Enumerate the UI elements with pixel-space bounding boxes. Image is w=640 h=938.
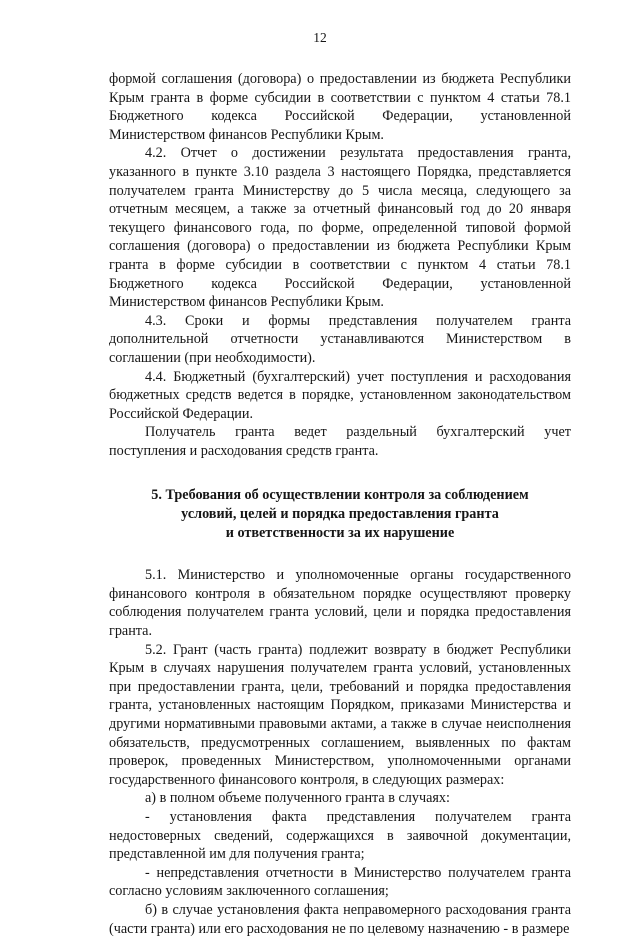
paragraph: б) в случае установления факта неправомерного расходования гранта (части гранта) или его расходования не по целевому назначению - в размере (109, 901, 571, 937)
section-heading-line: и ответственности за их нарушение (225, 524, 455, 541)
paragraph: Получатель гранта ведет раздельный бухгалтерский учет поступления и расходования средств гранта. (109, 424, 571, 459)
paragraph: 4.2. Отчет о достижении результата предоставления гранта, указанного в пункте 3.10 раздела 3 настоящего Порядка, представляется получателем гранта Министерству до 5 числа месяца, следующего за отчетным месяцем, а также за отчетный финансовый год до 20 января текущего финансового года, по форме, определенной типовой формой соглашения (договора) о предоставлении из бюджета Республики Крым гранта в форме субсидии в соответствии с пунктом 4 статьи 78.1 Бюджетного кодекса Российской Федерации, установленной Министерством финансов Республики Крым. (109, 145, 571, 311)
section-heading (109, 486, 571, 542)
section-heading-line: 5. Требования об осуществлении контроля за соблюдением (151, 487, 529, 504)
page-number: 12 (313, 30, 327, 45)
document-body (109, 70, 571, 938)
paragraph: формой соглашения (договора) о предоставлении из бюджета Республики Крым гранта в форме субсидии в соответствии с пунктом 4 статьи 78.1 Бюджетного кодекса Российской Федерации, установленной Министерством финансов Республики Крым. (109, 71, 571, 143)
paragraph: - непредставления отчетности в Министерство получателем гранта согласно условиям заключенного соглашения; (109, 864, 571, 900)
paragraph: 5.2. Грант (часть гранта) подлежит возврату в бюджет Республики Крым в случаях нарушения получателем гранта условий, установленных при предоставлении гранта, цели, требований и порядка предоставления гранта, установленных настоящим Порядком, приказами Министерства и другими нормативными правовыми актами, а также в случае неисполнения обязательств, предусмотренных соглашением, выявленных по фактам проверок, проведенных Министерством, уполномоченными органами государственного финансового контроля, в следующих размерах: (109, 641, 571, 788)
paragraph: 4.3. Сроки и формы представления получателем гранта дополнительной отчетности устанавливаются Министерством в соглашении (при необходимости). (109, 312, 571, 366)
paragraph: а) в полном объеме полученного гранта в случаях: (145, 790, 450, 807)
paragraph: - установления факта представления получателем гранта недостоверных сведений, содержащихся в заявочной документации, представленной им для получения гранта; (109, 808, 571, 863)
paragraph: 4.4. Бюджетный (бухгалтерский) учет поступления и расходования бюджетных средств ведется в порядке, установленном законодательством Российской Федерации. (109, 368, 571, 422)
section-heading-line: условий, целей и порядка предоставления гранта (181, 506, 499, 523)
paragraph: 5.1. Министерство и уполномоченные органы государственного финансового контроля в обязательном порядке осуществляют проверку соблюдения получателем гранта условий, цели и порядка предоставления гранта. (109, 567, 571, 640)
